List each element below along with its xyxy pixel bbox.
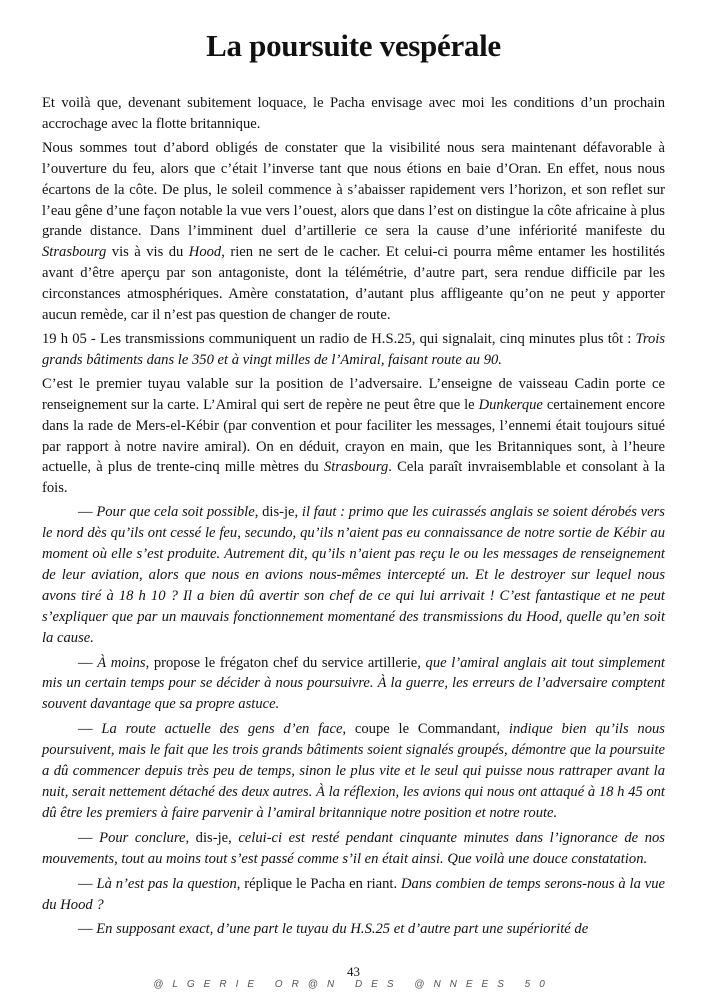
paragraph xyxy=(42,93,665,135)
paragraph xyxy=(42,329,665,371)
text-run: — xyxy=(78,721,102,738)
text-run: 19 h 05 - Les transmissions communiquent un radio de H.S.25, qui signalait, cinq minutes plus tôt : xyxy=(42,330,636,347)
paragraph xyxy=(42,502,665,648)
italic-text: Pour que cela soit possible xyxy=(96,504,255,521)
text-run: Nous sommes tout d’abord obligés de constater que la visibilité nous sera maintenant défavorable à l’ouverture du feu, alors que c’était l’inverse tant que nous étions en baie d’Oran. En effet, nous nous écartons de la côte. De plus, le soleil commence à s’abaisser rapidement vers l’horizon, et son reflet sur l’eau gêne d’une façon notable la vue vers l’ouest, alors que dans l’est on distingue la côte africaine à plus grande distance. Dans l’imminent duel d’artillerie ce sera la cause d’une infériorité manifeste du xyxy=(42,139,665,240)
text-run: — xyxy=(78,654,98,671)
italic-text: La route actuelle des gens d’en face xyxy=(101,721,343,738)
italic-text: Strasbourg xyxy=(323,459,389,476)
paragraph xyxy=(42,719,665,824)
body-text xyxy=(42,93,665,944)
italic-text: Là n’est pas la question xyxy=(96,875,237,892)
italic-text: que l’amiral anglais ait tout simplement mis un certain temps pour se décider à nous poursuivre. À la guerre, les erreurs de l’adversaire comptent souvent davantage que sa propre astuce. xyxy=(42,654,665,713)
paragraph xyxy=(42,138,665,326)
paragraph xyxy=(42,919,665,940)
italic-text: Strasbourg xyxy=(42,244,107,261)
text-run: certainement encore dans la rade de Mers-el-Kébir (par convention et pour faciliter les messages, l’ennemi était toujours situé par rapport à notre navire amiral). On en déduit, crayon en main, que les Britanniques sont, à l’heure actuelle, à plus de trente-cinq mille mètres du xyxy=(42,396,665,476)
text-run: C’est le premier tuyau valable sur la position de l’adversaire. L’enseigne de vaisseau Cadin porte ce renseignement sur la carte. L’Amiral qui sert de repère ne peut être que le xyxy=(42,375,665,413)
text-run: — xyxy=(78,921,97,938)
italic-text: il faut : primo que les cuirassés anglais se soient dérobés vers le nord dès qu’ils ont cessé le feu, secundo, qu’ils n’aient pas eu connaissance de notre sortie de Kébir au moment où elle s’est produite. Autrement dit, qu’ils n’aient pas reçu le ou les messages de renseignement de leur aviation, alors que nous en avions nous-mêmes intercepté un. Et le destroyer sur lequel nous avons tiré à 18 h 10 ? Il a bien dû avertir son chef de ce qui lui arrivait ! C’est fantastique et ne peut s’expliquer que par un mauvais fonctionnement momentané des transmissions du Hood, quelle qu’en soit la cause. xyxy=(42,504,665,646)
text-run: , propose le frégaton chef du service artillerie, xyxy=(145,654,426,671)
paragraph xyxy=(42,828,665,870)
text-run: — xyxy=(78,875,97,892)
text-run: , réplique le Pacha en riant. xyxy=(236,875,401,892)
italic-text: Hood xyxy=(188,244,222,261)
text-run: , dis-je, xyxy=(254,504,302,521)
text-run: , dis-je, xyxy=(185,829,239,846)
text-run: — xyxy=(78,504,97,521)
page-title: La poursuite vespérale xyxy=(206,28,501,63)
footer-banner: @LGERIE OR@N DES @NNEES 50 xyxy=(153,979,554,990)
paragraph xyxy=(42,874,665,916)
italic-text: Dunkerque xyxy=(478,396,543,413)
text-run: , rien ne sert de le cacher. Et celui-ci pourra même entamer les hostilités avant d’être aperçu par son antagoniste, dont la télémétrie, d’autre part, sera rendue difficile par les circonstances atmosphériques. Amère constatation, d’autant plus affligeante qu’on ne peut y apporter aucun remède, car il n’est pas question de changer de route. xyxy=(42,244,665,324)
italic-text: Trois grands bâtiments dans le 350 et à vingt milles de l’Amiral, faisant route au 90. xyxy=(42,330,665,368)
italic-text: En supposant exact, d’une part le tuyau du H.S.25 et d’autre part une supériorité de xyxy=(96,921,589,938)
text-run: , coupe le Commandant, xyxy=(342,721,509,738)
text-run: vis à vis du xyxy=(106,244,189,261)
italic-text: Pour conclure xyxy=(99,829,186,846)
text-run: — xyxy=(78,829,100,846)
italic-text: celui-ci est resté pendant cinquante minutes dans l’ignorance de nos mouvements, tout au moins tout s’est passé comme s’il en était ainsi. Que voilà une douce constatation. xyxy=(42,829,665,867)
italic-text: Dans combien de temps serons-nous à la vue du Hood ? xyxy=(42,875,666,913)
text-run: Et voilà que, devenant subitement loquace, le Pacha envisage avec moi les conditions d’un prochain accrochage avec la flotte britannique. xyxy=(42,95,665,132)
paragraph xyxy=(42,374,665,499)
page-number: 43 xyxy=(347,964,360,979)
text-run: . Cela paraît invraisemblable et consolant à la fois. xyxy=(42,459,665,497)
italic-text: indique bien qu’ils nous poursuivent, mais le fait que les trois grands bâtiments soient signalés groupés, démontre que la poursuite a dû commencer depuis très peu de temps, sinon le plus vite et le seul qui puisse nous rattraper avant la nuit, serait nettement détaché des deux autres. À la réflexion, les avions qui nous ont attaqué à 18 h 45 ont dû être les premiers à faire parvenir à l’amiral britannique notre position et notre route. xyxy=(42,721,665,821)
italic-text: À moins xyxy=(97,654,146,671)
paragraph xyxy=(42,653,665,716)
